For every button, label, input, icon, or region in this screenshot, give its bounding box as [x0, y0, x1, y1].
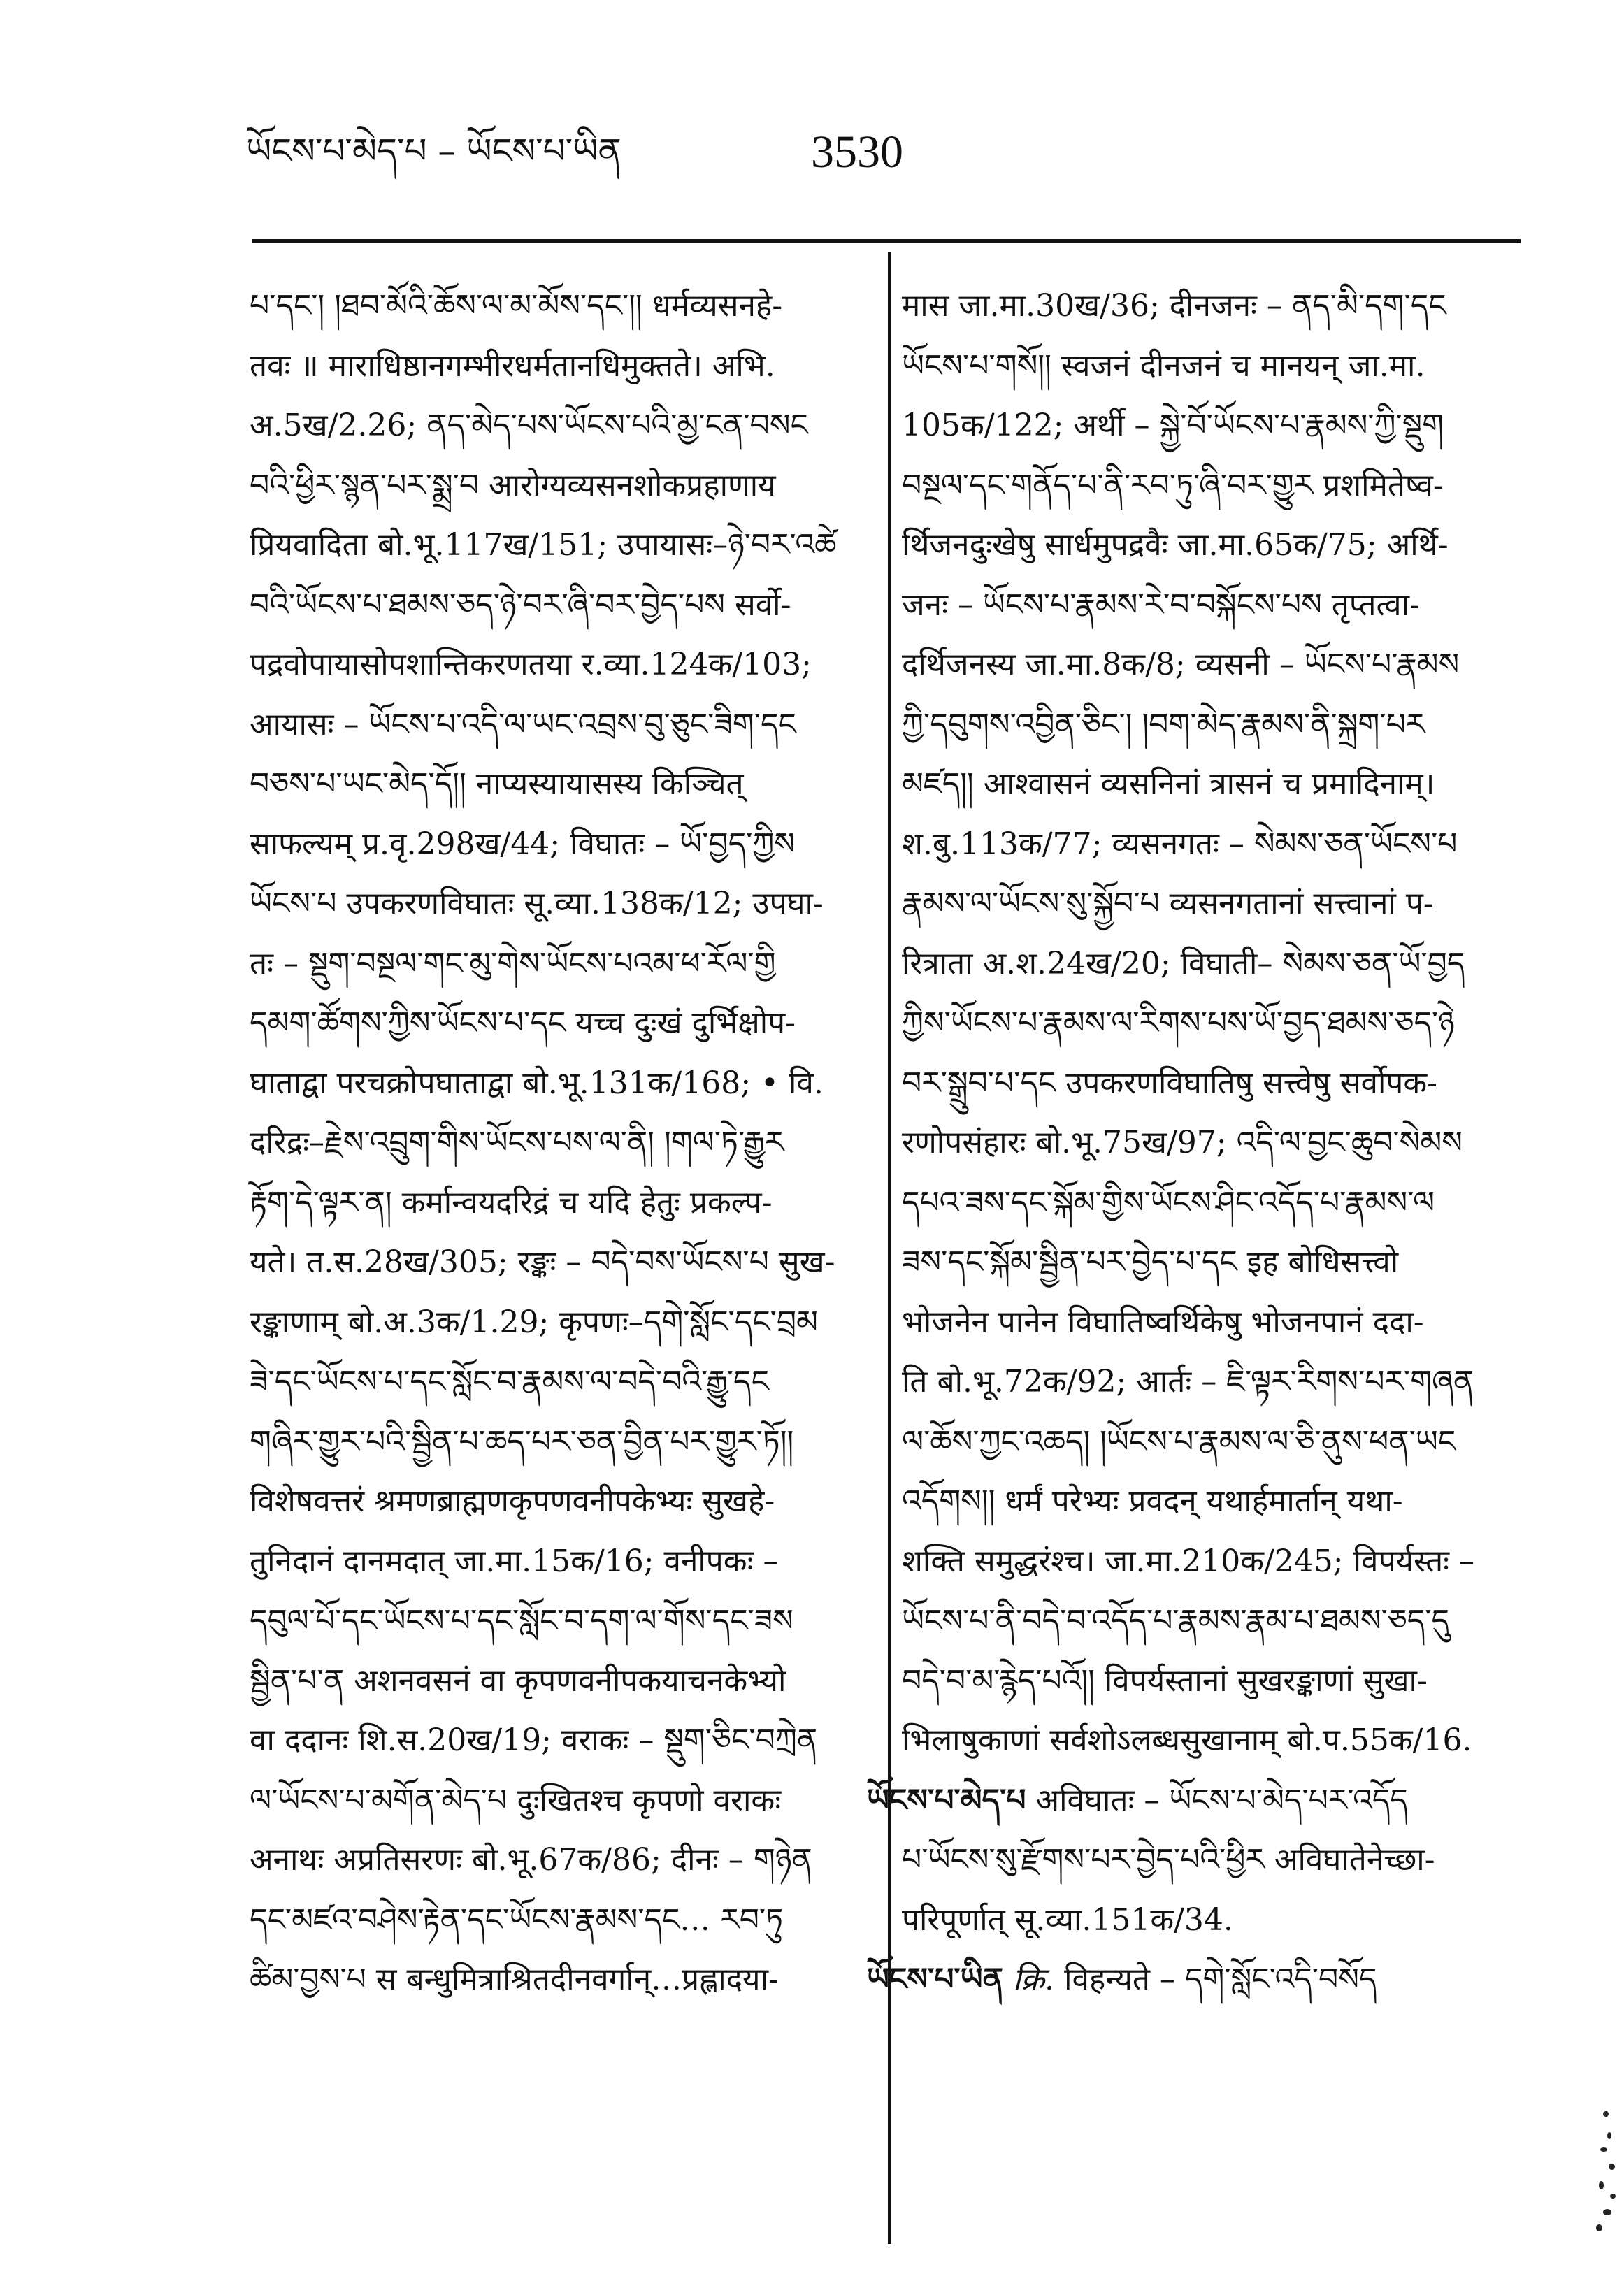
text-line: དང་མཛའ་བཤེས་རྟེན་དང་ཡོངས་རྣམས་དང… རབ་ཏུ: [250, 1901, 784, 1938]
entry-headword: ཡོངས་པ་མེད་པ: [867, 1782, 1026, 1818]
text-line: ཡོངས་པ་གསོ།། स्वजनं दीनजनं च मानयन् जा.मा.: [902, 347, 1425, 384]
header-rule: [252, 239, 1521, 243]
text-line: ཟེ་དང་ཡོངས་པ་དང་སློང་བ་རྣམས་ལ་བདེ་བའི་རྒྱུ་དང: [250, 1364, 769, 1400]
right-column: [867, 276, 1517, 2010]
text-line: दर्थिजनस्य जा.मा.8क/8; व्यसनी – ཡོངས་པ་རྣམས: [902, 647, 1460, 682]
text-line: བའི་ཕྱིར་སྙན་པར་སྨྲ་བ आरोग्यव्यसनशोकप्रहाणाय: [250, 467, 776, 503]
text-line: རྣམས་ལ་ཡོངས་སུ་སྐྱོབ་པ व्यसनगतानां सत्त्वानां प-: [902, 886, 1434, 921]
text-line: ति बो.भू.72क/92; आर्तः – ཇི་ལྟར་རིགས་པར་གཞན: [902, 1364, 1474, 1400]
text-line: འདོགས།། धर्मं परेभ्यः प्रवदन् यथार्हमार्तान् यथा-: [902, 1483, 1403, 1519]
text-line: བསྔལ་དང་གནོད་པ་ནི་རབ་ཏུ་ཞི་བར་གྱུར प्रशमितेष्व-: [902, 467, 1444, 503]
text-line: གཞིར་གྱུར་པའི་སྦྱིན་པ་ཆད་པར་ཅན་བྱིན་པར་གྱུར་ཏོ།།: [250, 1423, 794, 1460]
text-line: परिपूर्णात् सू.व्या.151क/34.: [902, 1901, 1233, 1938]
text-line: पद्रवोपायासोपशान्तिकरणतया र.व्या.124क/103;: [250, 647, 812, 682]
text-line: साफल्यम् प्र.वृ.298ख/44; विघातः – ཡོ་བྱད་ཀྱིས: [250, 826, 795, 862]
header-range: ཡོངས་པ་མེད་པ – ཡོངས་པ་ཡིན: [246, 131, 621, 171]
text-line: शक्ति समुद्धरंश्च। जा.मा.210क/245; विपर्यस्तः –: [902, 1543, 1475, 1579]
scan-speck: [1590, 2104, 1617, 2237]
text-line: जनः – ཡོངས་པ་རྣམས་རེ་བ་བསྐོངས་པས तृप्तत्वा-: [902, 587, 1420, 623]
text-line: आयासः – ཡོངས་པ་འདི་ལ་ཡང་འབྲས་བུ་ཅུང་ཟིག་དང: [250, 706, 796, 742]
entry-headword: ཡོངས་པ་ཡིན: [867, 1962, 1003, 1997]
text-line: བཅས་པ་ཡང་མེད་དོ།། नाप्यस्यायासस्य किञ्चित्: [250, 766, 744, 802]
text-line: 105क/122; अर्थी – སྐྱེ་བོ་ཡོངས་པ་རྣམས་ཀྱི་སྡུག: [902, 408, 1444, 443]
text-line: ཟས་དང་སྐོམ་སྦྱིན་པར་བྱེད་པ་དང इह बोधिसत्त्वो: [902, 1244, 1399, 1280]
text-line: तवः ॥ माराधिष्ठानगम्भीरधर्मतानधिमुक्तते। अभि.: [250, 347, 775, 384]
text-line: घाताद्वा परचक्रोपघाताद्वा बो.भू.131क/168; • वि.: [250, 1065, 824, 1101]
text-line: ཡོངས་པ उपकरणविघातः सू.व्या.138क/12; उपघा-: [250, 886, 824, 921]
text-line: དཔའ་ཟས་དང་སྐོམ་གྱིས་ཡོངས་ཤིང་འདོད་པ་རྣམས་ལ: [902, 1184, 1435, 1221]
text-line: विशेषवत्तरं श्रमणब्राह्मणकृपणवनीपकेभ्यः सुखहे-: [250, 1483, 775, 1519]
text-line: भिलाषुकाणां सर्वशोऽलब्धसुखानाम् बो.प.55क/16.: [902, 1722, 1472, 1758]
text-line: अ.5ख/2.26; ནད་མེད་པས་ཡོངས་པའི་མྱ་ངན་བསང: [250, 408, 808, 443]
text-line: मास जा.मा.30ख/36; दीनजनः – ནད་མི་དག་དང: [902, 288, 1446, 324]
dictionary-entry: [867, 1950, 1517, 2010]
column-divider: [888, 252, 891, 2244]
text-line: प्रियवादिता बो.भू.117ख/151; उपायासः–ཉེ་བར་འཚེ: [250, 527, 837, 563]
text-line: तुनिदानं दानमदात् जा.मा.15क/16; वनीपकः –: [250, 1543, 779, 1579]
text-line: དམག་ཚོགས་ཀྱིས་ཡོངས་པ་དང यच्च दुःखं दुर्भिक्षोप-: [250, 1005, 796, 1041]
dictionary-entry: [867, 1771, 1517, 1831]
left-column: [250, 276, 856, 2010]
text-line: དབུལ་པོ་དང་ཡོངས་པ་དང་སློང་བ་དག་ལ་གོས་དང་ཟས: [250, 1603, 793, 1639]
text-line: यते। त.स.28ख/305; रङ्कः – བདེ་བས་ཡོངས་པ सुख-: [250, 1244, 835, 1280]
text-line: अनाथः अप्रतिसरणः बो.भू.67क/86; दीनः – གཉེན: [250, 1842, 812, 1878]
text-line: ལ་ཡོངས་པ་མགོན་མེད་པ दुःखितश्च कृपणो वराकः: [250, 1782, 782, 1818]
text-line: བའི་ཡོངས་པ་ཐམས་ཅད་ཉེ་བར་ཞི་བར་བྱེད་པས सर्वो-: [250, 587, 791, 623]
entry-text: अविघातः – ཡོངས་པ་མེད་པར་འདོད: [1035, 1782, 1408, 1818]
text-line: ཚིམ་བྱས་པ स बन्धुमित्राश्रितदीनवर्गान्…प्रह्लादया-: [250, 1962, 779, 1997]
text-line: रङ्काणाम् बो.अ.3क/1.29; कृपणः–དགེ་སློང་དང་བྲམ: [250, 1304, 818, 1340]
text-line: བར་སྒྲུབ་པ་དང उपकरणविघातिषु सत्त्वेषु सर्वोपक-: [902, 1065, 1438, 1101]
text-line: दरिद्रः–རྗེས་འབྲུག་གིས་ཡོངས་པས་ལ་ནི། །གལ་ཏེ་རྒྱུར: [250, 1125, 784, 1160]
grammar-abbr: क्रि.: [1012, 1962, 1055, 1997]
text-line: པ་ཡོངས་སུ་རྫོགས་པར་བྱེད་པའི་ཕྱིར अविघातेनेच्छा-: [902, 1842, 1435, 1878]
text-line: ལ་ཆོས་ཀྱང་འཆད། །ཡོངས་པ་རྣམས་ལ་ཅི་ནུས་ཕན་ཡང: [902, 1423, 1456, 1460]
text-line: ཀྱིས་ཡོངས་པ་རྣམས་ལ་རིགས་པས་ཡོ་བྱད་ཐམས་ཅད་ཉེ: [902, 1005, 1455, 1041]
entry-text: विहन्यते – དགེ་སློང་འདི་བསོད: [1064, 1962, 1377, 1997]
text-line: तः – སྡུག་བསྔལ་གང་མུ་གེས་ཡོངས་པའམ་ཕ་རོལ་གྱི: [250, 945, 776, 981]
text-line: र्थिजनदुःखेषु सार्धमुपद्रवैः जा.मा.65क/75; अर्थि-: [902, 527, 1449, 563]
text-line: རྟོག་དེ་ལྟར་ན། कर्मान्वयदरिद्रं च यदि हेतुः प्रकल्प-: [250, 1184, 773, 1221]
text-line: रणोपसंहारः बो.भू.75ख/97; འདི་ལ་བྱང་ཆུབ་སེམས: [902, 1125, 1463, 1160]
text-line: भोजनेन पानेन विघातिष्वर्थिकेषु भोजनपानं ददा-: [902, 1304, 1424, 1340]
text-line: वा ददानः शि.स.20ख/19; वराकः – སྡུག་ཅིང་བཀྲེན: [250, 1722, 818, 1758]
page-number: 3530: [811, 127, 903, 178]
text-line: ཀྱི་དབུགས་འབྱིན་ཅིང་། །བག་མེད་རྣམས་ནི་སྐྲག་པར: [902, 706, 1425, 742]
text-line: བདེ་བ་མ་རྙེད་པའོ།། विपर्यस्तानां सुखरङ्काणां सुखा-: [902, 1662, 1428, 1699]
text-line: श.बु.113क/77; व्यसनगतः – སེམས་ཅན་ཡོངས་པ: [902, 826, 1458, 862]
text-line: སྦྱིན་པ་ན अशनवसनं वा कृपणवनीपकयाचनकेभ्यो: [250, 1662, 786, 1699]
text-line: མཛད།། आश्वासनं व्यसनिनां त्रासनं च प्रमादिनाम्।: [902, 766, 1435, 802]
text-line: रित्राता अ.श.24ख/20; विघाती– སེམས་ཅན་ཡོ་བྱད: [902, 945, 1465, 981]
text-line: པ་དང་། །ཐབ་མོའི་ཆོས་ལ་མ་མོས་དང་།། धर्मव्यसनहे-: [250, 288, 783, 324]
text-line: ཡོངས་པ་ནི་བདེ་བ་འདོད་པ་རྣམས་རྣམ་པ་ཐམས་ཅད་དུ: [902, 1603, 1449, 1639]
